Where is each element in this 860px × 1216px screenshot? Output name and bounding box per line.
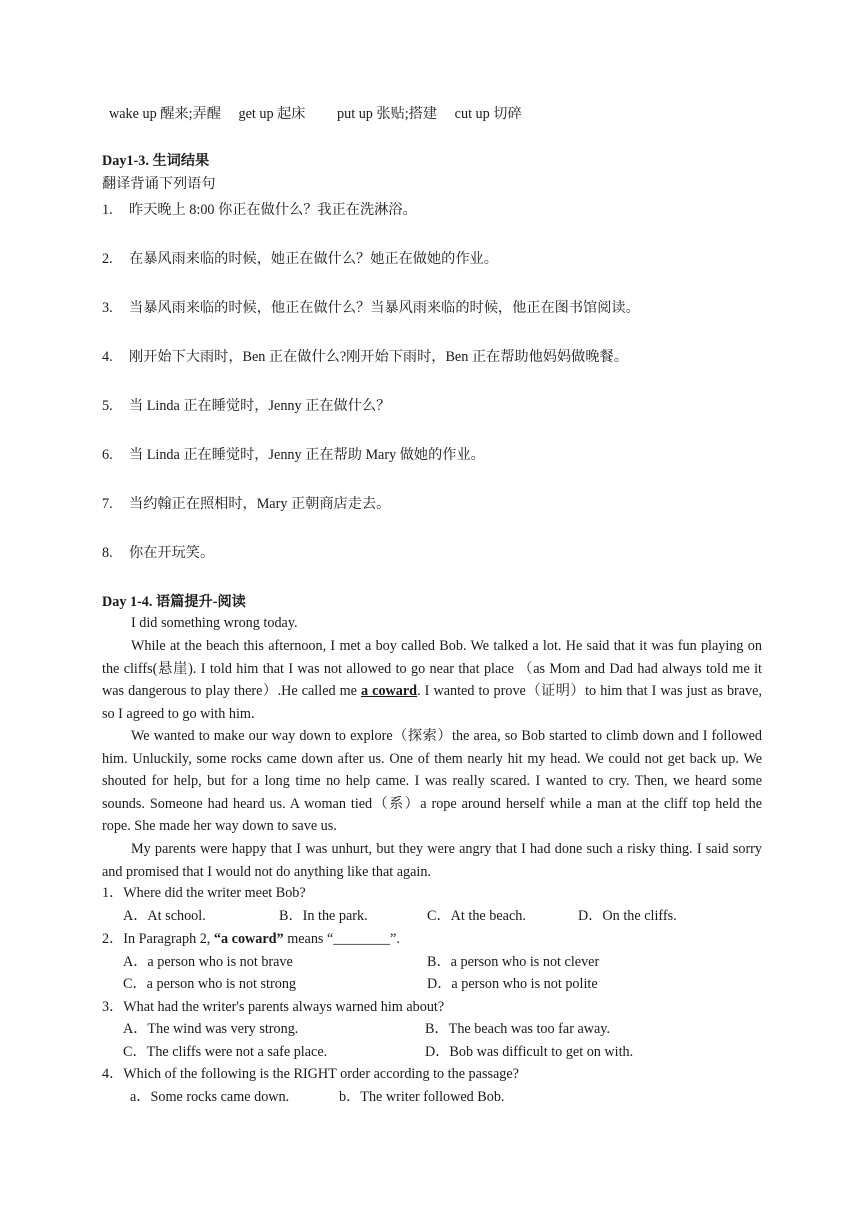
question-stem	[102, 929, 400, 949]
list-item	[102, 200, 417, 220]
answer-option: C．a person who is not strong	[123, 976, 297, 992]
stem-text: 2．In Paragraph 2,	[102, 931, 214, 947]
item-text: 当暴风雨来临的时候，他正在做什么？当暴风雨来临的时候，他正在图书馆阅读。	[129, 300, 640, 316]
answer-option: D．Bob was difficult to get on with.	[425, 1044, 634, 1060]
list-item	[102, 298, 640, 318]
item-text: 当 Linda 正在睡觉时，Jenny 正在做什么？	[129, 398, 391, 414]
item-number: 4.	[102, 349, 113, 365]
item-text: 你在开玩笑。	[129, 545, 215, 561]
list-item	[102, 249, 498, 269]
answer-option: D．On the cliffs.	[578, 908, 677, 924]
vocab-item: cut up 切碎	[454, 106, 522, 122]
item-number: 5.	[102, 398, 113, 414]
answer-option: b．The writer followed Bob.	[339, 1089, 505, 1105]
item-number: 1.	[102, 202, 113, 218]
list-item	[102, 445, 485, 465]
paragraph-text: . I wanted to prove（证明）to him that I was just as brave, so I agreed to go with him.	[102, 683, 762, 722]
passage-paragraph: We wanted to make our way down to explore（探索）the area, so Bob started to climb down and I followed him. Unluckily, some rocks came down after us. One of them nearly hit my head. We could not get back up. We shouted for help, but for a long time no help came. I was really scared. I wanted to cry. Then, we heard some sounds. Someone had heard us. A woman tied（系）a rope around herself while a man at the cliff top held the rope. She made her way down to save us.	[102, 728, 762, 835]
item-number: 8.	[102, 545, 113, 561]
answer-option: C．At the beach.	[427, 908, 526, 924]
item-number: 2.	[102, 251, 113, 267]
question-stem: 1．Where did the writer meet Bob?	[102, 885, 306, 901]
paragraph-text: While at the beach this afternoon, I met a boy called Bob. We talked a lot. He said that it was fun playing on the cliffs(悬崖). I told him that I was not allowed to go near that place （as Mom and Dad had always told me it was dangerous to play there）.He called me	[102, 638, 762, 700]
instruction-text: 翻译背诵下列语句	[102, 176, 216, 192]
list-item	[102, 494, 390, 514]
answer-option: D．a person who is not polite	[427, 976, 598, 992]
item-number: 6.	[102, 447, 113, 463]
item-text: 当 Linda 正在睡觉时，Jenny 正在帮助 Mary 做她的作业。	[129, 447, 485, 463]
stem-term: “a coward”	[213, 931, 284, 947]
item-text: 当约翰正在照相时，Mary 正朝商店走去。	[129, 496, 391, 512]
passage-paragraph: I did something wrong today.	[131, 615, 298, 631]
question-stem: 3．What had the writer's parents always warned him about?	[102, 999, 445, 1015]
question-stem: 4．Which of the following is the RIGHT order according to the passage?	[102, 1066, 519, 1082]
item-text: 刚开始下大雨时，Ben 正在做什么?刚开始下雨时，Ben 正在帮助他妈妈做晚餐。	[129, 349, 628, 365]
section-heading: Day1-3. 生词结果	[102, 153, 210, 169]
vocab-item: wake up 醒来;弄醒	[109, 106, 221, 122]
answer-option: A．a person who is not brave	[123, 954, 293, 970]
answer-option: C．The cliffs were not a safe place.	[123, 1044, 328, 1060]
answer-option: B．In the park.	[279, 908, 368, 924]
vocab-line	[109, 104, 536, 124]
item-number: 3.	[102, 300, 113, 316]
answer-option: B．a person who is not clever	[427, 954, 600, 970]
stem-text: means “________”.	[283, 931, 400, 947]
answer-option: a．Some rocks came down.	[130, 1089, 290, 1105]
answer-option: A．The wind was very strong.	[123, 1021, 299, 1037]
answer-option: A．At school.	[123, 908, 206, 924]
item-text: 昨天晚上 8:00 你正在做什么？我正在洗淋浴。	[129, 202, 417, 218]
section-heading: Day 1-4. 语篇提升-阅读	[102, 594, 246, 610]
passage-paragraph: My parents were happy that I was unhurt, but they were angry that I had done such a risky thing. I said sorry and promised that I would not do anything like that again.	[102, 841, 762, 880]
vocab-item: put up 张贴;搭建	[337, 106, 438, 122]
item-number: 7.	[102, 496, 113, 512]
answer-option: B．The beach was too far away.	[425, 1021, 611, 1037]
vocab-item: get up 起床	[238, 106, 306, 122]
list-item	[102, 543, 214, 563]
item-text: 在暴风雨来临的时候，她正在做什么？她正在做她的作业。	[129, 251, 498, 267]
underlined-term: a coward	[361, 683, 418, 700]
list-item	[102, 347, 628, 367]
passage-paragraph	[102, 635, 762, 725]
list-item	[102, 396, 390, 416]
